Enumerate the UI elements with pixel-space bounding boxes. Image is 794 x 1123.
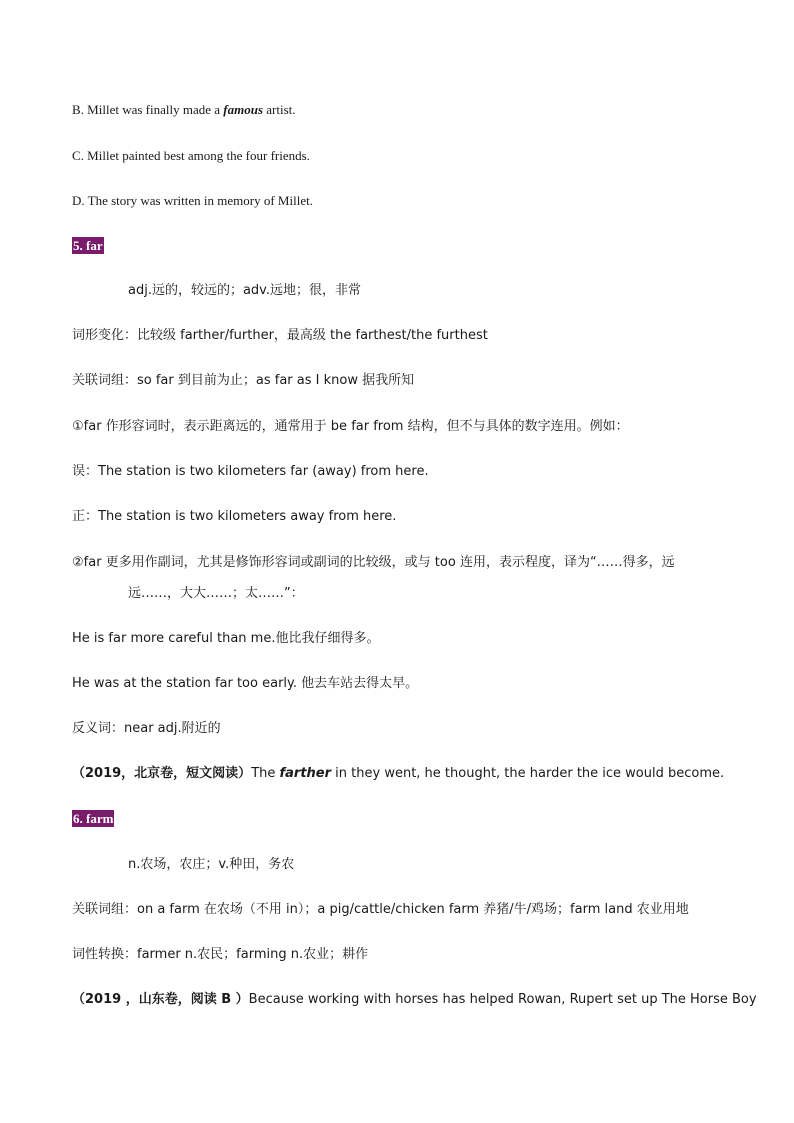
far-note-2a: ②far 更多用作副词，尤其是修饰形容词或副词的比较级，或与 too 连用，表示程度，译为“……得多，远 <box>72 555 675 570</box>
farm-exam-example <box>72 991 757 1009</box>
far-phrases: 关联词组：so far 到目前为止；as far as I know 据我所知 <box>72 373 415 388</box>
farm-heading <box>72 810 114 828</box>
far-exam-pre: The <box>251 766 280 781</box>
option-b-emphasis: famous <box>223 102 264 117</box>
far-heading-label: 5. far <box>73 238 103 253</box>
far-forms: 词形变化：比较级 farther/further，最高级 the farthest/the furthest <box>72 328 488 343</box>
far-note-1: ①far 作形容词时，表示距离远的，通常用于 be far from 结构，但不与具体的数字连用。例如： <box>72 419 629 434</box>
option-b-pre: B. Millet was finally made a <box>72 102 224 117</box>
far-exam-emphasis: farther <box>279 766 332 781</box>
far-wrong-example: 误：The station is two kilometers far (away) from here. <box>72 464 429 479</box>
far-exam-example <box>72 765 724 783</box>
far-exam-source: （2019，北京卷，短文阅读） <box>72 766 252 781</box>
far-example-2: He was at the station far too early. 他去车站去得太早。 <box>72 676 419 691</box>
farm-conversion: 词性转换：farmer n.农民；farming n.农业；耕作 <box>72 947 369 962</box>
option-b <box>72 101 296 119</box>
farm-exam-source: （2019 ，山东卷，阅读 B ） <box>72 992 249 1007</box>
far-exam-post: in they went, he thought, the harder the ice would become. <box>331 766 725 781</box>
farm-heading-label: 6. farm <box>73 811 114 826</box>
farm-phrases: 关联词组：on a farm 在农场（不用 in）；a pig/cattle/chicken farm 养猪/牛/鸡场；farm land 农业用地 <box>72 902 689 917</box>
farm-exam-text: Because working with horses has helped Rowan, Rupert set up The Horse Boy <box>248 992 757 1007</box>
option-b-post: artist. <box>263 102 296 117</box>
farm-meaning: n.农场，农庄；v.种田，务农 <box>128 857 295 872</box>
far-meaning: adj.远的，较远的；adv.远地；很，非常 <box>128 283 361 298</box>
far-heading <box>72 237 104 255</box>
far-antonym: 反义词：near adj.附近的 <box>72 721 221 736</box>
far-example-1: He is far more careful than me.他比我仔细得多。 <box>72 631 380 646</box>
option-c: C. Millet painted best among the four friends. <box>72 148 310 163</box>
far-right-example: 正：The station is two kilometers away from here. <box>72 509 397 524</box>
far-note-2b: 远……，大大……；太……”： <box>128 586 304 601</box>
option-d: D. The story was written in memory of Millet. <box>72 193 313 208</box>
